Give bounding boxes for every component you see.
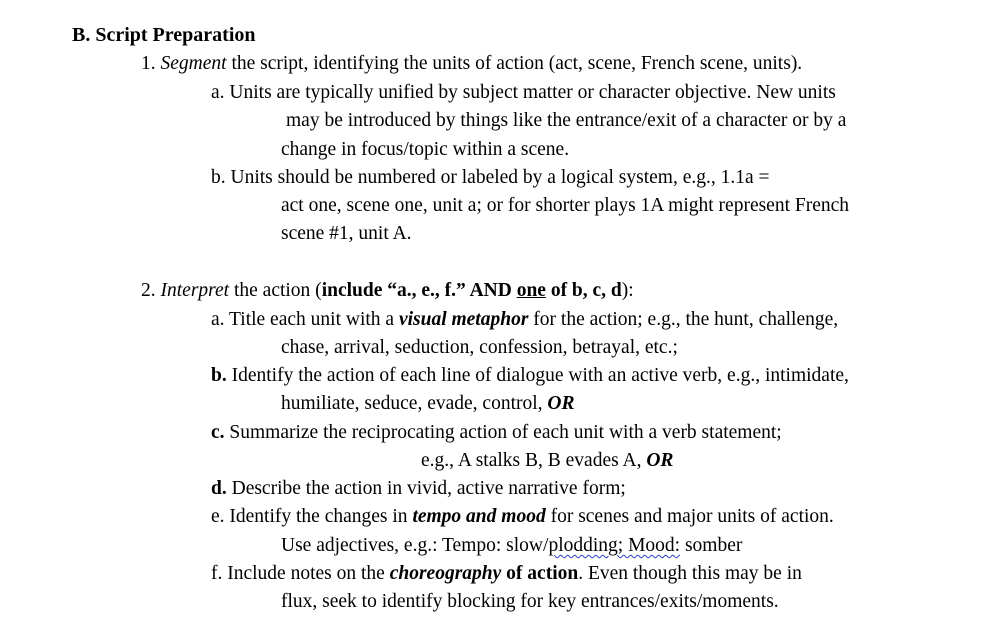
item-2-bold-1: include “a., e., f.” AND xyxy=(321,280,517,301)
item-2a-text-post: for the action; e.g., the hunt, challenge, xyxy=(528,309,839,330)
item-1b-line-3: scene #1, unit A. xyxy=(281,223,412,244)
item-2f-bold: of action xyxy=(501,563,579,584)
item-2a-emphasis: visual metaphor xyxy=(398,309,529,330)
item-2a-line-2: chase, arrival, seduction, confession, betrayal, etc.; xyxy=(281,337,678,358)
item-2b-text: Identify the action of each line of dialogue with an active verb, e.g., intimidate, xyxy=(226,365,849,386)
item-2c-or: OR xyxy=(646,450,674,471)
item-2e-text-2-post: somber xyxy=(680,535,743,556)
item-2c-line-2 xyxy=(421,449,673,473)
item-2a-line-1 xyxy=(211,308,838,332)
item-2f-line-1 xyxy=(211,562,802,586)
item-2d-line-1 xyxy=(211,477,626,501)
item-2-one-underlined: one xyxy=(516,280,546,301)
item-2-bold-2: of b, c, d xyxy=(545,280,622,301)
item-2e-text-2-pre: Use adjectives, e.g.: Tempo: slow/ xyxy=(281,535,549,556)
item-2f-text-pre: f. Include notes on the xyxy=(211,563,390,584)
item-2c-text-2: e.g., A stalks B, B evades A, xyxy=(421,450,647,471)
item-2-number: 2. xyxy=(141,280,161,301)
item-2e-line-2 xyxy=(281,534,742,558)
item-1b-line-2: act one, scene one, unit a; or for shorter plays 1A might represent French xyxy=(281,195,850,216)
section-title: B. Script Preparation xyxy=(72,24,256,46)
item-2c-line-1 xyxy=(211,421,782,445)
item-2e-text-pre: e. Identify the changes in xyxy=(211,506,413,527)
item-1b-line-1: b. Units should be numbered or labeled by a logical system, e.g., 1.1a = xyxy=(211,167,770,188)
item-1-keyword: Segment xyxy=(160,53,227,74)
item-2b-letter: b. xyxy=(211,365,227,386)
item-2e-text-post: for scenes and major units of action. xyxy=(545,506,834,527)
item-2d-text: Describe the action in vivid, active narrative form; xyxy=(226,478,626,499)
item-2a-text-pre: a. Title each unit with a xyxy=(211,309,399,330)
item-1a-line-1: a. Units are typically unified by subject matter or character objective. New units xyxy=(211,82,836,103)
item-2-heading xyxy=(141,279,634,303)
item-2-keyword: Interpret xyxy=(160,280,230,301)
item-2b-line-1 xyxy=(211,364,849,388)
item-2-text-1: the action ( xyxy=(229,280,322,301)
item-2c-letter: c. xyxy=(211,422,225,443)
item-1-number: 1. xyxy=(141,53,161,74)
item-1-text: the script, identifying the units of action (act, scene, French scene, units). xyxy=(226,53,803,74)
spellcheck-flagged-text[interactable]: plodding; Mood: xyxy=(548,535,681,556)
item-2f-emphasis: choreography xyxy=(389,563,502,584)
item-2f-text-post: . Even though this may be in xyxy=(578,563,802,584)
item-2c-text: Summarize the reciprocating action of each unit with a verb statement; xyxy=(224,422,782,443)
item-2e-emphasis: tempo and mood xyxy=(412,506,546,527)
item-1a-line-2: may be introduced by things like the entrance/exit of a character or by a xyxy=(286,110,847,131)
item-2-text-2: ): xyxy=(621,280,634,301)
item-1a-line-3: change in focus/topic within a scene. xyxy=(281,139,570,160)
item-2b-text-2: humiliate, seduce, evade, control, xyxy=(281,393,548,414)
item-2d-letter: d. xyxy=(211,478,227,499)
item-2e-line-1 xyxy=(211,505,834,529)
item-1-heading xyxy=(141,52,802,76)
item-2b-or: OR xyxy=(547,393,575,414)
item-2b-line-2 xyxy=(281,392,575,416)
item-2f-line-2: flux, seek to identify blocking for key entrances/exits/moments. xyxy=(281,591,779,612)
